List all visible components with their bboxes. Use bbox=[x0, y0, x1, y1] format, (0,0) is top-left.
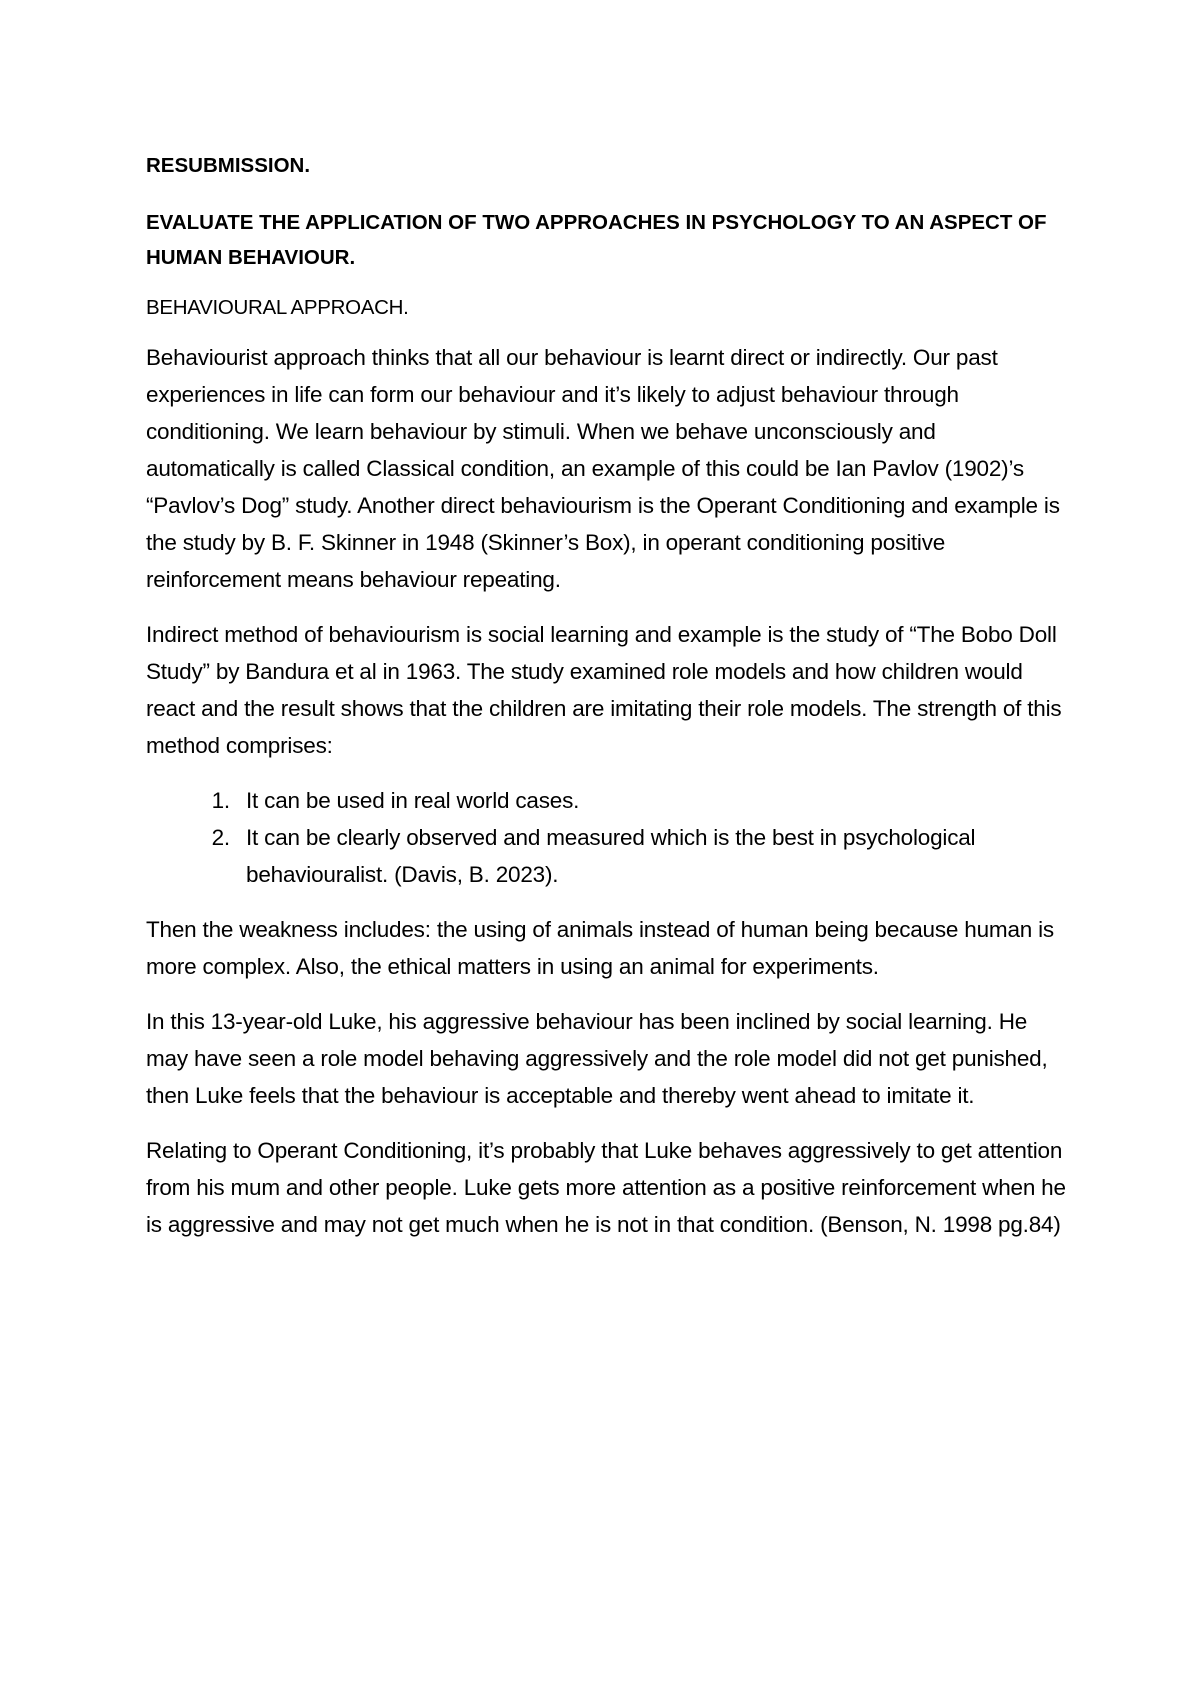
paragraph-luke-operant: Relating to Operant Conditioning, it’s probably that Luke behaves aggressively to get attention from his mum and other people. Luke gets more attention as a positive reinforcement when he is aggressive and may not get much when he is not in that condition. (Benson, N. 1998 pg.84) bbox=[146, 1138, 1066, 1237]
paragraph-luke-social-learning: In this 13-year-old Luke, his aggressive behaviour has been inclined by social learning. He may have seen a role model behaving aggressively and the role model did not get punished, then Luke feels that the behaviour is acceptable and thereby went ahead to imitate it. bbox=[146, 1009, 1048, 1108]
paragraph-social-learning: Indirect method of behaviourism is social learning and example is the study of “The Bobo Doll Study” by Bandura et al in 1963. The study examined role models and how children would react and the result shows that the children are imitating their role models. The strength of this method comprises: bbox=[146, 622, 1062, 758]
strength-item: 1. It can be used in real world cases. bbox=[236, 782, 1066, 819]
paragraph-weakness: Then the weakness includes: the using of animals instead of human being because human is more complex. Also, the ethical matters in using an animal for experiments. bbox=[146, 917, 1054, 979]
strength-item: 2. It can be clearly observed and measured which is the best in psychological behaviouralist. (Davis, B. 2023). bbox=[236, 819, 1066, 893]
document-page bbox=[146, 148, 1066, 1261]
paragraph-behaviourist-intro: Behaviourist approach thinks that all our behaviour is learnt direct or indirectly. Our past experiences in life can form our behaviour and it’s likely to adjust behaviour through conditioning. We learn behaviour by stimuli. When we behave unconsciously and automatically is called Classical condition, an example of this could be Ian Pavlov (1902)’s “Pavlov’s Dog” study. Another direct behaviourism is the Operant Conditioning and example is the study by B. F. Skinner in 1948 (Skinner’s Box), in operant conditioning positive reinforcement means behaviour repeating. bbox=[146, 345, 1060, 592]
strengths-list bbox=[146, 782, 1066, 893]
essay-title: EVALUATE THE APPLICATION OF TWO APPROACHES IN PSYCHOLOGY TO AN ASPECT OF HUMAN BEHAVIOUR. bbox=[146, 211, 1047, 269]
section-label: BEHAVIOURAL APPROACH. bbox=[146, 296, 409, 319]
resubmission-heading: RESUBMISSION. bbox=[146, 154, 311, 177]
